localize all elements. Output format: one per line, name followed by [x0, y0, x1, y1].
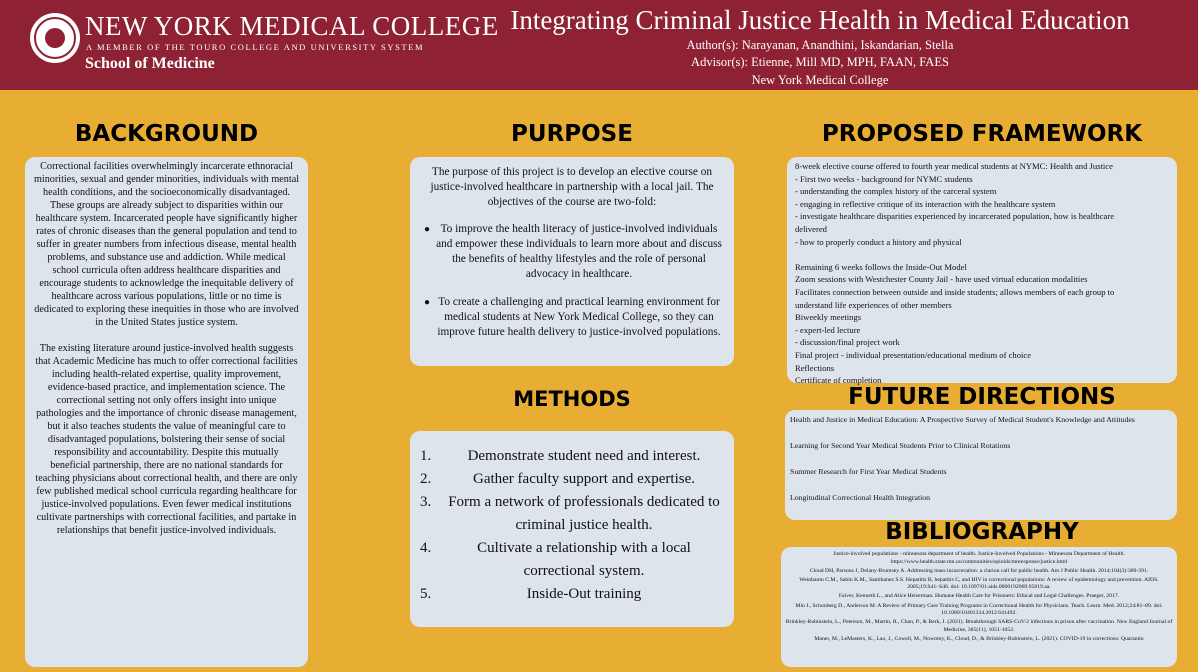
bibliography-ref: Faiver, Kenneth L., and Alice Heiserman. Humane Health Care for Prisoners: Ethical and Legal Challenges. Praeger, 2017. — [838, 593, 1120, 600]
framework-line: - investigate healthcare disparities experienced by incarcerated population, how is healthcare — [795, 211, 1115, 222]
framework-line: Biweekly meetings — [795, 312, 862, 323]
school-subtitle: School of Medicine — [85, 55, 215, 72]
bibliography-ref: Cloud DH, Parsons J, Delany-Brumsey A. Addressing mass incarceration: a clarion call for public health. Am J Public Health. 2014;104(3):389-391. — [809, 567, 1149, 574]
bibliography-ref: Weinbaum C.M., Sabin K.M., Santibanez S.S. Hepatitis B, hepatitis C, and HIV in correctional populations: A review of epidemiology and prevention. AIDS. 2005;19:S41–S46. doi: 10.1097/01.aids.0000192069.95819.aa. — [799, 576, 1159, 591]
methods-heading: METHODS — [513, 387, 631, 411]
framework-line: - expert-led lecture — [795, 324, 861, 335]
background-paragraph-2: The existing literature around justice-involved health suggests that Academic Medicine has much to offer correctional facilities including health-related expertise, quality improvement, evidence-based practice, and implementation science. The correctional setting not only offers insight into unique pathologies and the importance of chronic disease management, but it also teaches students the value of meaningful care to disadvantaged populations, bolstering their sense of social responsibility and accountability. Despite this mutually beneficial partnership, there are no national standards for teaching physicians about correctional health, and there are only few published medical school curricula regarding healthcare for justice-involved populations. Even fewer medical institutions cultivate partnerships with correctional facilities, and partake in relationships that benefit justice-involved individuals. — [35, 343, 298, 536]
advisors-line: Advisor(s): Etienne, Mill MD, MPH, FAAN, FAES — [691, 55, 949, 69]
purpose-box — [410, 157, 734, 366]
poster-header — [0, 0, 1198, 90]
background-box — [25, 157, 308, 667]
framework-line: delivered — [795, 223, 827, 234]
methods-item: 1. Demonstrate student need and interest. — [420, 448, 701, 464]
bibliography-heading: BIBLIOGRAPHY — [885, 519, 1079, 545]
college-seal-logo — [30, 13, 80, 63]
methods-item: 3. Form a network of professionals dedicated to criminal justice health. — [420, 494, 720, 533]
framework-line: Remaining 6 weeks follows the Inside-Out Model — [795, 261, 967, 272]
institution-line: New York Medical College — [751, 73, 889, 87]
methods-item: 5. Inside-Out training — [420, 586, 642, 602]
framework-line: - understanding the complex history of the carceral system — [795, 186, 997, 197]
bibliography-ref: Min I., Schonberg D., Anderson M. A Review of Primary Care Training Programs in Correctional Health for Physicians. Teach. Learn. Med. 2012;24:81–89. doi: 10.1080/10401334.2012.641492. — [795, 602, 1163, 617]
framework-spacer — [795, 248, 1169, 261]
framework-line: - how to properly conduct a history and physical — [795, 236, 962, 247]
framework-line: understand life experiences of other members — [795, 299, 952, 310]
background-paragraph-1: Correctional facilities overwhelmingly incarcerate ethnoracial minorities, sexual and gender minorities, individuals with mental health conditions, and the socioeconomically disadvantaged. These groups are already subject to disparities within our healthcare system. Incarcerated people have significantly higher rates of chronic diseases than the general population and tend to suffer in greater numbers from infectious disease, mental health problems, and substance use and addiction. While medical school curricula often address healthcare disparities and encourage students to acknowledge the inequitable delivery of healthcare across various populations, little or no time is dedicated to exploring these inequities in those who are involved in the United States justice system. — [33, 161, 300, 328]
bibliography-ref: Maner, M., LeMasters, K., Lao, J., Cowell, M., Nowotny, K., Cloud, D., & Brinkley-Rubinstein, L. (2021). COVID-19 in corrections: Quarantin — [814, 635, 1144, 642]
background-heading: BACKGROUND — [74, 121, 259, 147]
methods-box — [410, 431, 734, 627]
methods-item: 2. Gather faculty support and expertise. — [420, 471, 695, 487]
framework-line: Final project - individual presentation/educational medium of choice — [795, 349, 1032, 360]
future-item: Health and Justice in Medical Education: A Prospective Survey of Medical Student's Knowledge and Attitudes — [790, 415, 1135, 424]
school-name: NEW YORK MEDICAL COLLEGE — [85, 11, 499, 41]
authors-line: Author(s): Narayanan, Anandhini, Iskandarian, Stella — [686, 38, 954, 52]
purpose-bullet: ● To improve the health literacy of justice-involved individuals and empower these individuals to learn more about and discuss the benefits of healthy lifestyles and the role of personal advocacy in healthcare. — [420, 222, 724, 282]
bullet-icon: ● — [423, 297, 431, 308]
school-tagline: A MEMBER OF THE TOURO COLLEGE AND UNIVERSITY SYSTEM — [86, 42, 425, 52]
bibliography-ref: Brinkley-Rubinstein, L., Peterson, M., Martin, R., Chan, P., & Berk, J. (2021). Breakthrough SARS-CoV-2 infections in prison after vaccination. New England Journal of Medicine, 385(11), 1051-1052. — [785, 619, 1173, 633]
framework-line: Zoom sessions with Westchester County Jail - have used virtual education modalities — [795, 274, 1088, 285]
framework-heading: PROPOSED FRAMEWORK — [821, 121, 1143, 147]
future-item: Learning for Second Year Medical Students Prior to Clinical Rotations — [790, 441, 1011, 450]
future-directions-box — [785, 410, 1177, 520]
framework-line: - First two weeks - background for NYMC students — [795, 173, 973, 184]
bibliography-box — [781, 547, 1177, 667]
future-item: Summer Research for First Year Medical Students — [790, 467, 947, 476]
poster-title: Integrating Criminal Justice Health in Medical Education — [510, 5, 1130, 35]
methods-item: 4. Cultivate a relationship with a local correctional system. — [420, 540, 691, 579]
future-directions-heading: FUTURE DIRECTIONS — [848, 384, 1116, 410]
purpose-bullet: ● To create a challenging and practical learning environment for medical students at New York Medical College, so they can improve future health delivery to justice-involved populations. — [420, 295, 724, 340]
framework-line: Facilitates connection between outside and inside students; allows members of each group to — [795, 286, 1115, 297]
framework-line: Certificate of completion — [795, 375, 882, 386]
framework-line: - engaging in reflective critique of its interaction with the healthcare system — [795, 198, 1056, 209]
purpose-heading: PURPOSE — [511, 121, 633, 147]
bibliography-ref: Justice-involved populations - minnesota department of health. Justice-Involved Populations - Minnesota Department of Health. https://www.health.state.mn.us/communities/opioids/mnresponse/justice.html — [833, 551, 1125, 565]
purpose-intro: The purpose of this project is to develop an elective course on justice-involved healthcare in partnership with a local jail. The objectives of the course are two-fold: — [430, 166, 714, 208]
future-item: Longitudinal Correctional Health Integration — [790, 493, 931, 502]
framework-line: 8-week elective course offered to fourth year medical students at NYMC: Health and Justice — [795, 161, 1113, 171]
framework-line: Reflections — [795, 362, 835, 373]
bullet-icon: ● — [423, 224, 431, 235]
framework-line: - discussion/final project work — [795, 337, 900, 348]
framework-box — [787, 157, 1177, 386]
